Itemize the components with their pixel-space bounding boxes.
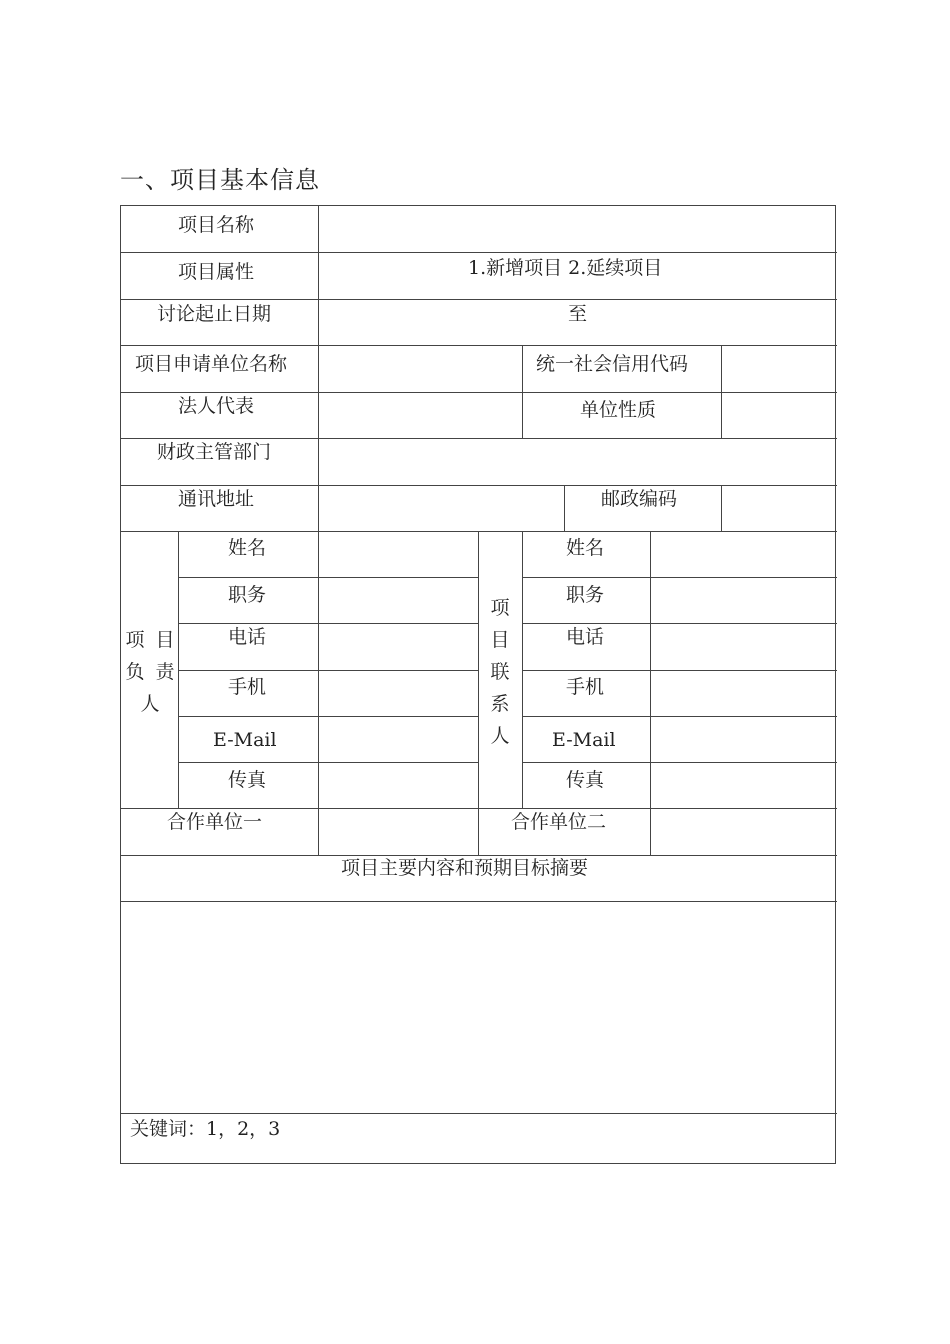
contact-email-label: E-Mail [552, 729, 616, 751]
legal-rep-field[interactable] [319, 393, 522, 438]
project-name-field[interactable] [319, 206, 837, 252]
contact-name-label: 姓名 [566, 537, 605, 559]
partner-one-label: 合作单位一 [167, 811, 263, 833]
contact-position-label: 职务 [566, 584, 605, 606]
leader-position-label: 职务 [228, 584, 267, 606]
finance-dept-field[interactable] [319, 439, 837, 485]
summary-content-area[interactable] [121, 902, 837, 1113]
contact-fax-label: 传真 [566, 769, 605, 791]
project-info-form [120, 205, 836, 1164]
project-attr-label: 项目属性 [178, 261, 255, 283]
leader-fax-label: 传真 [228, 769, 267, 791]
partner-two-label: 合作单位二 [511, 811, 607, 833]
legal-rep-label: 法人代表 [178, 395, 255, 417]
leader-email-label: E-Mail [213, 729, 277, 751]
address-label: 通讯地址 [178, 488, 255, 510]
applicant-unit-label: 项目申请单位名称 [135, 353, 288, 375]
contact-group-label: 项 目 联 系 人 [490, 597, 510, 747]
contact-phone-label: 电话 [566, 626, 605, 648]
project-name-label: 项目名称 [178, 214, 255, 236]
leader-group-label-line2: 负 [125, 661, 145, 683]
keywords: 关键词：1，2，3 [130, 1118, 281, 1140]
postcode-field[interactable] [722, 486, 837, 531]
finance-dept-label: 财政主管部门 [157, 441, 272, 463]
project-attr-value: 1.新增项目 2.延续项目 [468, 257, 663, 279]
address-field[interactable] [319, 486, 564, 531]
section-title: 一、项目基本信息 [120, 166, 320, 194]
leader-mobile-label: 手机 [228, 676, 267, 698]
discussion-period-label: 讨论起止日期 [157, 303, 272, 325]
leader-group-label-line3: 人 [140, 693, 160, 715]
credit-code-label: 统一社会信用代码 [536, 353, 689, 375]
contact-mobile-label: 手机 [566, 676, 605, 698]
period-separator: 至 [568, 303, 588, 325]
summary-title: 项目主要内容和预期目标摘要 [341, 857, 589, 879]
leader-group-label-line1: 项 [125, 629, 145, 651]
leader-phone-label: 电话 [228, 626, 267, 648]
leader-name-label: 姓名 [228, 537, 267, 559]
unit-nature-field[interactable] [722, 393, 837, 438]
postcode-label: 邮政编码 [601, 488, 678, 510]
credit-code-field[interactable] [722, 346, 837, 392]
unit-nature-label: 单位性质 [580, 399, 657, 421]
leader-group-label-line1b: 目 [155, 629, 175, 651]
applicant-unit-field[interactable] [319, 346, 522, 392]
leader-group-label-line2b: 责 [155, 661, 175, 683]
